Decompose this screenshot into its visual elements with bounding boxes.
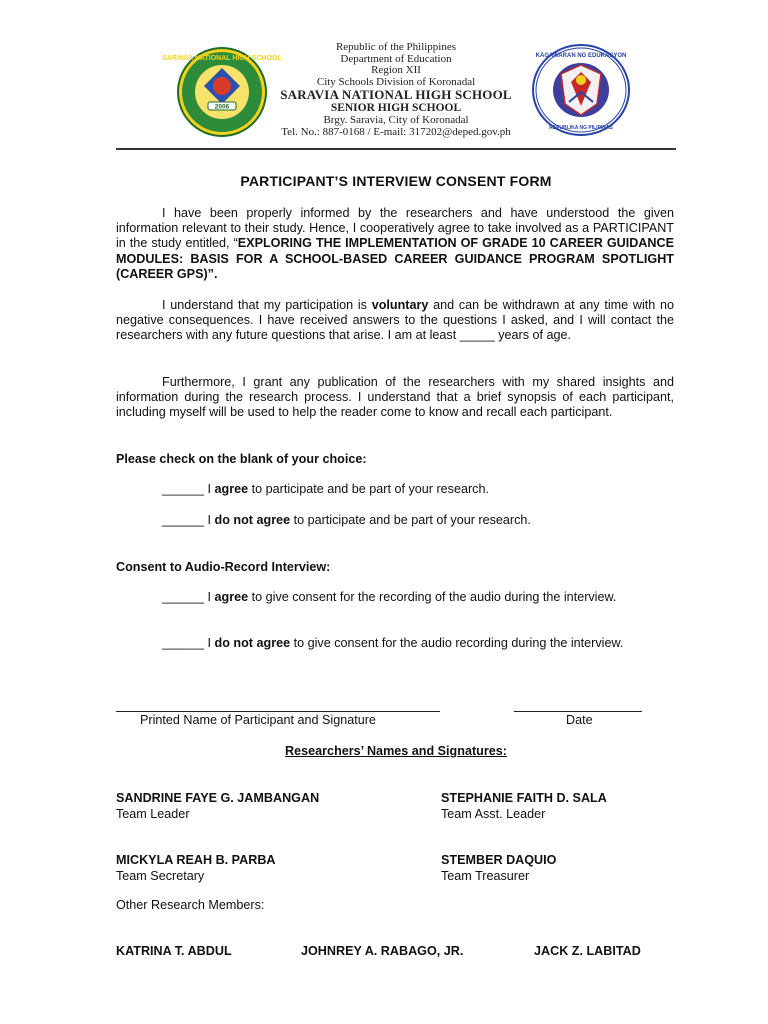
researcher-role: Team Asst. Leader bbox=[441, 807, 546, 821]
researcher-role: Team Secretary bbox=[116, 869, 205, 883]
blank-line[interactable]: ______ I bbox=[162, 636, 215, 650]
researcher-treasurer bbox=[441, 852, 556, 884]
paragraph-voluntary bbox=[116, 298, 674, 344]
other-members-label: Other Research Members: bbox=[116, 898, 265, 912]
seal-ring-text: SARAVIA NATIONAL HIGH SCHOOL bbox=[162, 55, 282, 62]
member-name: JACK Z. LABITAD bbox=[534, 944, 641, 958]
date-signature-line[interactable] bbox=[514, 711, 642, 712]
seal-year: 2006 bbox=[214, 103, 230, 111]
researcher-team-leader bbox=[116, 790, 319, 822]
participant-signature-line[interactable] bbox=[116, 711, 440, 712]
school-contact: Tel. No.: 887-0168 / E-mail: 317202@deped.gov.ph bbox=[281, 125, 511, 138]
date-label: Date bbox=[566, 713, 593, 727]
deped-seal-icon bbox=[531, 44, 631, 136]
participant-signature-label: Printed Name of Participant and Signature bbox=[140, 713, 376, 727]
voluntary-word: voluntary bbox=[371, 298, 429, 312]
deped-ring-top: KAGAWARAN NG EDUKASYON bbox=[535, 53, 627, 59]
paragraph2-before: I understand that my participation is bbox=[162, 298, 372, 312]
researcher-asst-leader bbox=[441, 790, 607, 822]
do-not-agree-word: do not agree bbox=[214, 636, 291, 650]
blank-line[interactable]: ______ I bbox=[162, 590, 215, 604]
school-address: Brgy. Saravia, City of Koronadal bbox=[323, 114, 469, 126]
researcher-secretary bbox=[116, 852, 276, 884]
choice-section-label: Please check on the blank of your choice: bbox=[116, 452, 367, 466]
researcher-name: SANDRINE FAYE G. JAMBANGAN bbox=[116, 791, 320, 805]
agree-word: agree bbox=[214, 482, 249, 496]
header-divider bbox=[116, 148, 676, 150]
deped-ring-bottom: REPUBLIKA NG PILIPINAS bbox=[549, 125, 613, 131]
audio-agree-option[interactable] bbox=[162, 590, 674, 605]
researcher-role: Team Leader bbox=[116, 807, 190, 821]
researcher-name: STEPHANIE FAITH D. SALA bbox=[441, 791, 607, 805]
researchers-heading: Researchers’ Names and Signatures: bbox=[285, 744, 507, 758]
researcher-name: STEMBER DAQUIO bbox=[441, 853, 557, 867]
shs-label: SENIOR HIGH SCHOOL bbox=[330, 102, 462, 114]
researcher-name: MICKYLA REAH B. PARBA bbox=[116, 853, 276, 867]
school-name: SARAVIA NATIONAL HIGH SCHOOL bbox=[280, 87, 512, 102]
audio-disagree-option[interactable] bbox=[162, 636, 674, 651]
member-name: KATRINA T. ABDUL bbox=[116, 944, 232, 958]
participate-disagree-option[interactable] bbox=[162, 513, 674, 528]
blank-line[interactable]: ______ I bbox=[162, 513, 215, 527]
study-title: EXPLORING THE IMPLEMENTATION OF GRADE 10 CAREER GUIDANCE MODULES: BASIS FOR A SCHOOL-BASED CAREER GUIDANCE PROGRAM SPOTLIGHT (CAREER GPS)”. bbox=[116, 236, 674, 281]
member-name: JOHNREY A. RABAGO, JR. bbox=[301, 944, 464, 958]
researcher-role: Team Treasurer bbox=[441, 869, 530, 883]
option-text: to give consent for the audio recording during the interview. bbox=[290, 636, 624, 650]
option-text: to participate and be part of your research. bbox=[248, 482, 489, 496]
audio-section-label: Consent to Audio-Record Interview: bbox=[116, 560, 331, 574]
participate-agree-option[interactable] bbox=[162, 482, 674, 497]
blank-line[interactable]: ______ I bbox=[162, 482, 215, 496]
form-title: PARTICIPANT’S INTERVIEW CONSENT FORM bbox=[240, 173, 552, 189]
option-text: to give consent for the recording of the audio during the interview. bbox=[248, 590, 617, 604]
region-line: Region XII bbox=[371, 64, 421, 76]
paragraph1-text: I have been properly informed by the researchers and have understood the given information relevant to their study. Hence, I cooperatively agree to take involved as a PARTICIPANT in the study entitled, “ bbox=[116, 206, 674, 251]
school-seal-icon bbox=[162, 46, 282, 138]
paragraph-publication: Furthermore, I grant any publication of the researchers with my shared insights and information during the research process. I understand that a brief synopsis of each participant, including myself will be used to help the reader come to know and recall each participant. bbox=[116, 375, 674, 420]
do-not-agree-word: do not agree bbox=[214, 513, 291, 527]
option-text: to participate and be part of your research. bbox=[290, 513, 531, 527]
paragraph2-after: and can be withdrawn at any time with no negative consequences. I have received answers to the questions I asked, and I will contact the researchers with any future questions that arise. I am at least _____ years of age. bbox=[116, 298, 674, 343]
republic-line: Republic of the Philippines bbox=[335, 41, 457, 53]
division-line: City Schools Division of Koronadal bbox=[316, 75, 476, 88]
paragraph-informed-consent bbox=[116, 206, 674, 282]
department-line: Department of Education bbox=[340, 52, 452, 65]
agree-word: agree bbox=[214, 590, 249, 604]
letterhead bbox=[268, 42, 524, 138]
